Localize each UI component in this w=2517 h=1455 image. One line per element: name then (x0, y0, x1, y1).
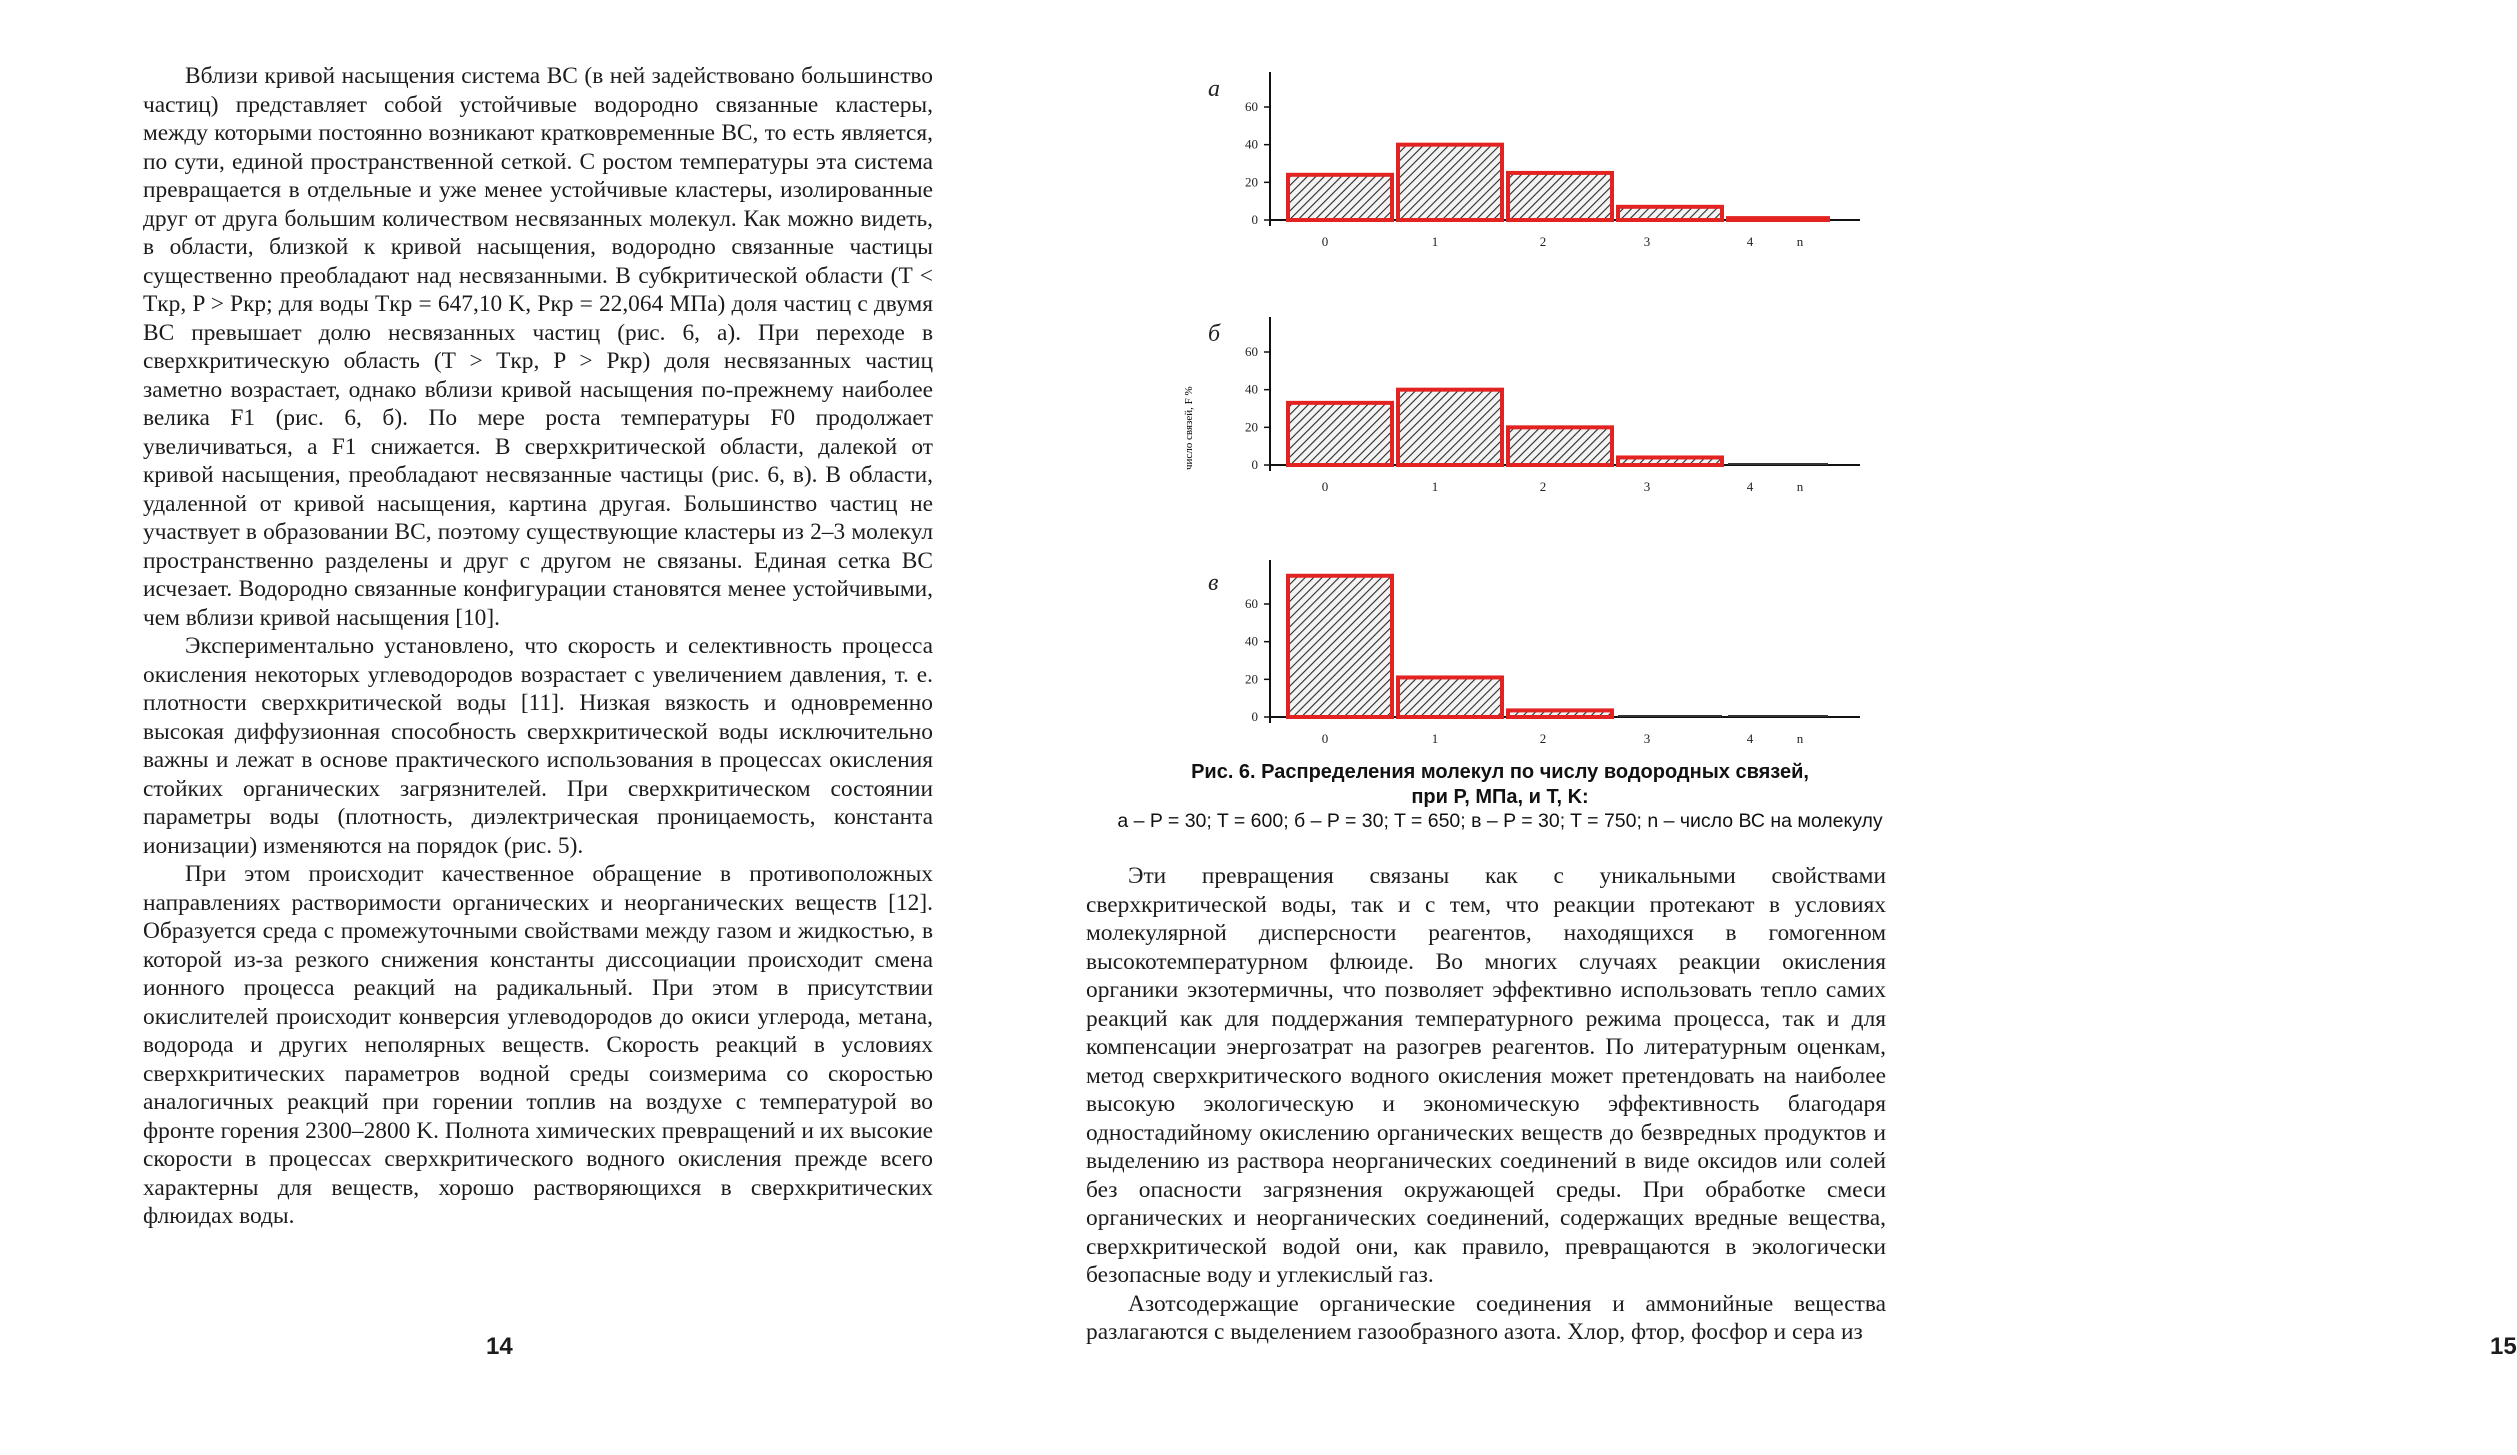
bar-n2 (1508, 173, 1612, 220)
paragraph: При этом происходит качественное обращение в противоположных направлениях растворимости органических и неорганических веществ [12]. Образуется среда с промежуточными свойствами между газом и жидкостью, в которой из-за резкого снижения константы диссоциации происходит смена ионного процесса реакций на радикальный. При этом в присутствии окислителей происходит конверсия углеводородов до окиси углерода, метана, водорода и других неполярных веществ. Скорость реакций в условиях сверхкритических параметров водной среды соизмерима со скоростью аналогичных реакций при горении топлив на воздухе с температурой во фронте горения 2300–2800 K. Полнота химических превращений и их высокие скорости в процессах сверхкритического водного окисления прежде всего характерны для веществ, хорошо растворяющихся в сверхкритических флюидах воды. (143, 861, 933, 1229)
panel-label: в (1208, 570, 1219, 596)
x-axis-end-label: n (1796, 234, 1804, 249)
x-tick-label: 2 (1539, 479, 1547, 494)
left-page (0, 0, 1000, 1455)
y-tick-label: 20 (1245, 671, 1258, 687)
x-tick-label: 1 (1431, 479, 1439, 494)
page-number: 14 (486, 1333, 513, 1360)
panel-label: б (1208, 321, 1221, 347)
left-body-text (143, 62, 933, 1231)
x-axis-end-label: n (1796, 731, 1804, 746)
bar-n1 (1398, 145, 1502, 220)
x-axis-end-label: n (1796, 479, 1804, 494)
figure-caption (1060, 760, 1940, 810)
y-tick-label: 40 (1245, 136, 1258, 152)
bar-chart-1 (1208, 72, 1860, 249)
y-tick-label: 60 (1245, 344, 1258, 359)
bar-n1 (1398, 677, 1502, 717)
bar-chart-2 (1208, 317, 1860, 494)
x-tick-label: 2 (1539, 731, 1547, 746)
y-tick-label: 40 (1245, 633, 1258, 649)
right-page (1000, 0, 2517, 1455)
x-tick-label: 3 (1643, 234, 1651, 249)
x-tick-label: 0 (1321, 234, 1329, 249)
y-tick-label: 60 (1245, 596, 1258, 611)
caption-title-line-2: при P, МПа, и T, K: (1411, 786, 1589, 808)
x-tick-label: 4 (1746, 731, 1754, 746)
bar-n0 (1288, 576, 1392, 717)
page-number: 15 (2490, 1333, 2517, 1360)
caption-title-line-1: Рис. 6. Распределения молекул по числу водородных связей, (1191, 761, 1809, 783)
bar-n3 (1618, 207, 1722, 220)
x-tick-label: 1 (1431, 731, 1439, 746)
y-tick-label: 40 (1245, 381, 1258, 397)
bar-n1 (1398, 390, 1502, 465)
x-tick-label: 4 (1746, 234, 1754, 249)
bar-n3 (1618, 457, 1722, 465)
paragraph: Эти превращения связаны как с уникальными свойствами сверхкритической воды, так и с тем, что реакции протекают в условиях молекулярной дисперсности реагентов, находящихся в гомогенном высокотемпературном флюиде. Во многих случаях реакции окисления органики экзотермичны, что позволяет эффективно использовать тепло самих реакций как для поддержания температурного режима процесса, так и для компенсации энергозатрат на разогрев реагентов. По литературным оценкам, метод сверхкритического водного окисления может претендовать на наиболее высокую экологическую и экономическую эффективность благодаря одностадийному окислению органических веществ до безвредных продуктов и выделению из раствора неорганических соединений в виде оксидов или солей без опасности загрязнения окружающей среды. При обработке смеси органических и неорганических соединений, содержащих вредные вещества, сверхкритической водой они, как правило, превращаются в экологически безопасные воду и углекислый газ. (1086, 863, 1886, 1288)
bar-n2 (1508, 427, 1612, 465)
y-tick-label: 20 (1245, 419, 1258, 435)
y-tick-label: 20 (1245, 174, 1258, 190)
x-tick-label: 0 (1321, 479, 1329, 494)
y-tick-label: 0 (1251, 212, 1258, 227)
figure-legend: а – P = 30; T = 600; б – P = 30; T = 650; в – P = 30; T = 750; n – число ВС на молекулу (1117, 810, 1883, 832)
bar-n0 (1288, 175, 1392, 220)
x-tick-label: 3 (1643, 731, 1651, 746)
y-tick-label: 0 (1251, 709, 1258, 724)
y-tick-label: 60 (1245, 99, 1258, 114)
y-tick-label: 0 (1251, 457, 1258, 472)
x-tick-label: 1 (1431, 234, 1439, 249)
right-body-text (1086, 862, 1886, 1347)
bar-n0 (1288, 403, 1392, 465)
paragraph: Вблизи кривой насыщения система ВС (в ней задействовано большинство частиц) представляет собой устойчивые водородно связанные кластеры, между которыми постоянно возникают кратковременные ВС, то есть является, по сути, единой пространственной сеткой. С ростом температуры эта система превращается в отдельные и уже менее устойчивые кластеры, изолированные друг от друга большим количеством несвязанных молекул. Как можно видеть, в области, близкой к кривой насыщения, водородно связанные частицы существенно преобладают над несвязанными. В субкритической области (T < Tкр, P > Pкр; для воды Tкр = 647,10 K, Pкр = 22,064 МПа) доля частиц с двумя ВС превышает долю несвязанных частиц (рис. 6, а). При переходе в сверхкритическую область (T > Tкр, P > Pкр) доля несвязанных частиц заметно возрастает, однако вблизи кривой насыщения по-прежнему наиболее велика F1 (рис. 6, б). По мере роста температуры F0 продолжает увеличиваться, а F1 снижается. В сверхкритической области, далекой от кривой насыщения, преобладают несвязанные частицы (рис. 6, в). В области, удаленной от кривой насыщения, картина другая. Большинство частиц не участвует в образовании ВС, поэтому существующие кластеры из 2–3 молекул пространственно разделены и друг с другом не связаны. Единая сетка ВС исчезает. Водородно связанные конфигурации становятся менее устойчивыми, чем вблизи кривой насыщения [10]. (143, 63, 933, 631)
bar-chart-3 (1208, 560, 1860, 746)
bar-n4 (1728, 218, 1828, 220)
x-tick-label: 3 (1643, 479, 1651, 494)
y-axis-label: число связей, F % (1183, 386, 1195, 470)
x-tick-label: 2 (1539, 234, 1547, 249)
x-tick-label: 0 (1321, 731, 1329, 746)
figure-6 (1160, 60, 1880, 750)
bar-n2 (1508, 710, 1612, 717)
paragraph: Экспериментально установлено, что скорость и селективность процесса окисления некоторых углеводородов возрастает с увеличением давления, т. е. плотности сверхкритической воды [11]. Низкая вязкость и одновременно высокая диффузионная способность сверхкритической воды исключительно важны и лежат в основе практического использования в процессах окисления стойких органических загрязнителей. При сверхкритическом состоянии параметры воды (плотность, диэлектрическая проницаемость, константа ионизации) изменяются на порядок (рис. 5). (143, 633, 933, 859)
x-tick-label: 4 (1746, 479, 1754, 494)
panel-label: а (1208, 76, 1220, 102)
paragraph: Азотсодержащие органические соединения и аммонийные вещества разлагаются с выделением газообразного азота. Хлор, фтор, фосфор и сера из (1086, 1290, 1886, 1345)
